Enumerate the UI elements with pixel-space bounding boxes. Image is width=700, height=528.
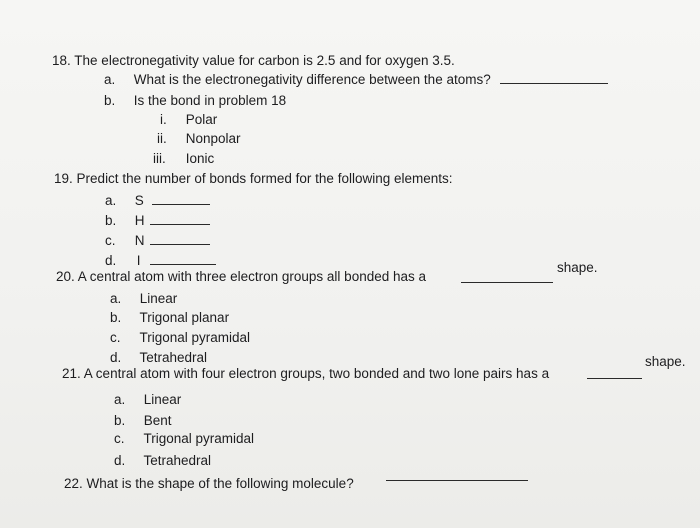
q22-line	[64, 476, 354, 492]
q21-line	[62, 366, 549, 382]
q20-line	[56, 269, 426, 285]
q21-suffix: shape.	[645, 354, 686, 369]
q20-option-label: d.	[110, 350, 122, 365]
q21-option	[114, 453, 211, 469]
q18b-label: b.	[104, 93, 116, 108]
q21-option	[114, 431, 254, 447]
q18-option	[160, 112, 217, 128]
q20-answer-blank[interactable]	[461, 270, 553, 283]
q18-option-text: Nonpolar	[185, 131, 241, 146]
q19-item-label: a.	[105, 193, 117, 208]
q19-element-symbol: H	[134, 213, 145, 228]
q19-element-symbol: N	[134, 233, 145, 248]
q20-option-text: Tetrahedral	[139, 350, 208, 365]
q21-option-text: Bent	[143, 413, 172, 428]
q20-option-label: b.	[110, 310, 122, 325]
q19-text: Predict the number of bonds formed for the following elements:	[76, 171, 453, 186]
q22-number: 22.	[64, 476, 83, 491]
q18-option-label: ii.	[157, 131, 167, 146]
q19-answer-blank[interactable]	[152, 192, 210, 205]
q21-answer-blank[interactable]	[587, 366, 642, 379]
q19-element-symbol: I	[136, 253, 141, 268]
q22-answer-blank[interactable]	[386, 468, 528, 481]
q18-option-text: Ionic	[185, 151, 215, 166]
q20-option	[110, 291, 177, 307]
q20-option	[110, 330, 250, 346]
q19-line	[54, 171, 453, 187]
q19-number: 19.	[54, 171, 73, 186]
q21-text: A central atom with four electron groups, two bonded and two lone pairs has a	[83, 366, 550, 381]
q20-option	[110, 310, 229, 326]
q20-option-text: Trigonal planar	[139, 310, 230, 325]
q21-option	[114, 392, 181, 408]
q19-item	[105, 252, 216, 269]
q18-number: 18.	[52, 53, 71, 68]
q20-option-text: Trigonal pyramidal	[139, 330, 251, 345]
q20-text: A central atom with three electron groups all bonded has a	[77, 269, 427, 284]
q20-number: 20.	[56, 269, 75, 284]
q19-item	[105, 192, 210, 209]
q19-item	[105, 212, 210, 229]
q22-text: What is the shape of the following molecule?	[86, 476, 354, 491]
q21-number: 21.	[62, 366, 81, 381]
q20-suffix: shape.	[557, 260, 598, 275]
q21-option-label: b.	[114, 413, 126, 428]
q18b-text: Is the bond in problem 18	[133, 93, 287, 108]
q19-item-label: b.	[105, 213, 117, 228]
q21-option-label: c.	[114, 431, 125, 446]
q19-answer-blank[interactable]	[150, 252, 216, 265]
q18-option-label: iii.	[153, 151, 166, 166]
q18-option	[153, 151, 214, 167]
q20-option-label: c.	[110, 330, 121, 345]
q21-option-text: Tetrahedral	[143, 453, 212, 468]
q19-item-label: c.	[105, 233, 116, 248]
q21-option-text: Trigonal pyramidal	[143, 431, 255, 446]
q18b-line	[104, 93, 286, 109]
q19-item	[105, 232, 210, 249]
q20-option-label: a.	[110, 291, 122, 306]
q18-text: The electronegativity value for carbon is 2.5 and for oxygen 3.5.	[74, 53, 455, 68]
q19-answer-blank[interactable]	[150, 212, 210, 225]
q18a-label: a.	[104, 72, 116, 87]
q18a-text: What is the electronegativity difference between the atoms?	[133, 72, 491, 87]
q19-item-label: d.	[105, 253, 117, 268]
q18-option-text: Polar	[185, 112, 218, 127]
q20-option	[110, 350, 207, 366]
q21-option-label: a.	[114, 392, 126, 407]
q18a-answer-blank[interactable]	[500, 71, 608, 84]
q18-option	[157, 131, 241, 147]
q18-line	[52, 53, 455, 69]
q19-answer-blank[interactable]	[150, 232, 210, 245]
q21-option-text: Linear	[143, 392, 182, 407]
q21-option-label: d.	[114, 453, 126, 468]
q18a-line	[104, 71, 608, 88]
q21-option	[114, 413, 172, 429]
q20-option-text: Linear	[139, 291, 178, 306]
q19-element-symbol: S	[134, 193, 144, 208]
q18-option-label: i.	[160, 112, 167, 127]
